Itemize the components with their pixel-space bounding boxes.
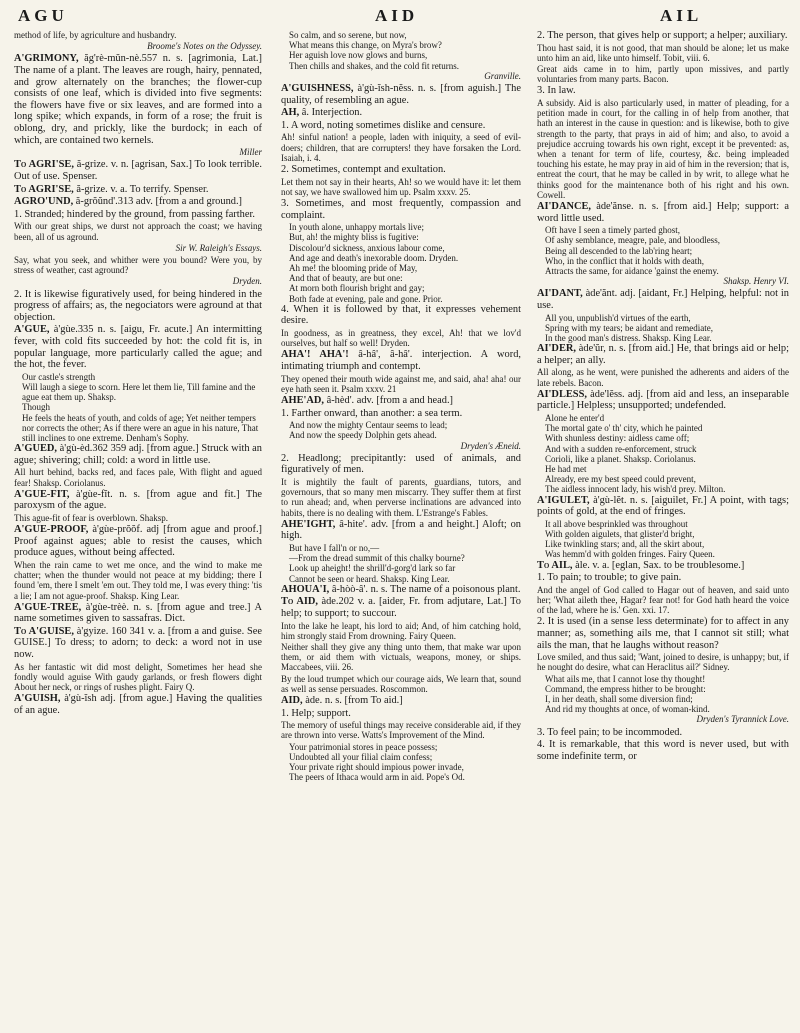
entry-text: This ague-fit of fear is overblown. Shaksp. [14, 512, 168, 523]
entry-paragraph [281, 596, 521, 619]
quotation [281, 621, 521, 641]
entry-text: à'gùe-fĭt. n. s. [from ague and fit.] The paroxysm of the ague. [14, 488, 262, 512]
entry-paragraph [14, 184, 262, 196]
entry-text: With golden aigulets, that glister'd bright, [545, 529, 695, 540]
verse-line [289, 61, 521, 71]
verse-line [545, 444, 789, 454]
entry-text: What ails me, that I cannot lose thy thought! [545, 673, 706, 684]
citation [14, 243, 262, 253]
verse-line [289, 563, 521, 573]
entry-paragraph [281, 519, 521, 542]
entry-text: He feels the heats of youth, and colds of age; Yet neither tempers nor corrects the other; As if there were an ague in his nature, That still inclines to one extreme. Denham's Sophy. [22, 412, 259, 443]
headword: To A'GUISE, [14, 625, 74, 637]
verse-line [289, 283, 521, 293]
entry-text: â-hèd'. adv. [from a and head.] [324, 395, 454, 406]
entry-text: The mortal gate o' th' city, which he painted [545, 423, 703, 434]
verse-line [545, 694, 789, 704]
entry-text: àle. v. a. [eglan, Sax. to be troublesome.] [572, 559, 745, 571]
verse-line [545, 235, 789, 245]
entry-text: Her aguish love now glows and burns, [289, 50, 428, 61]
entry-paragraph [14, 289, 262, 324]
verse-line [22, 382, 262, 402]
quotation [281, 674, 521, 694]
entry-text: He had met [545, 464, 587, 475]
entry-text: And age and death's inexorable doom. Dryden. [289, 252, 459, 263]
entry-text: àde.202 v. a. [aider, Fr. from adjutare, Lat.] To help; to support; to succour. [281, 596, 521, 619]
entry-text: And now the mighty Centaur seems to lead; [289, 420, 448, 431]
entry-text: à'gù-èd.362 359 adj. [from ague.] Struck with an ague; shivering; chill; cold: a word in little use. [14, 443, 262, 466]
entry-text: 1. A word, noting sometimes dislike and censure. [281, 119, 486, 131]
entry-text: What means this change, on Myra's brow? [289, 40, 442, 51]
quotation [14, 662, 262, 693]
entry-paragraph [537, 343, 789, 366]
entry-paragraph [281, 395, 521, 407]
quotation [537, 98, 789, 200]
headword: AGRO'UND, [14, 196, 74, 208]
entry-text: When the rain came to wet me once, and the wind to make me chatter; when the thunder would not peace at my bidding; there I found 'em, there I smelt 'em out. They told me, I was every thing: 'tis a lie; I am not ague-proof. Shaksp. King Lear. [14, 559, 262, 601]
headword: A'GUISH, [14, 693, 61, 705]
entry-text: Alone he enter'd [545, 413, 605, 424]
entry-text: 1. Help; support. [281, 707, 351, 719]
entry-text: In youth alone, unhappy mortals live; [289, 222, 424, 233]
entry-text: ă-grŏŭnd'.313 adv. [from a and ground.] [73, 196, 243, 208]
entry-text: Look up aheight! the shrill'd-gorg'd lark so far [289, 563, 456, 574]
verse-line [545, 684, 789, 694]
entry-text: àde'lĕss. adj. [from aid and less, an inseparable particle.] Helpless; unsupported; undefended. [537, 388, 789, 412]
entry-text: 3. To feel pain; to be incommoded. [537, 726, 683, 738]
quotation [537, 585, 789, 616]
quotation [537, 43, 789, 63]
entry-text: Like twinkling stars; and, all the skirt about, [545, 539, 705, 550]
entry-text: method of life, by agriculture and husbandry. [14, 30, 177, 40]
verse-line [545, 474, 789, 484]
entry-text: The peers of Ithaca would arm in aid. Pope's Od. [289, 772, 465, 783]
headword: AHA'! AHA'! [281, 349, 349, 361]
entry-text: So calm, and so serene, but now, [289, 30, 407, 40]
citation [14, 147, 262, 157]
entry-text: All you, unpublish'd virtues of the earth, [545, 312, 691, 323]
entry-text: à'gù-ĭsh-nĕss. n. s. [from aguish.] The quality, of resembling an ague. [281, 83, 521, 106]
verse-line [289, 50, 521, 60]
page-header [0, 6, 800, 26]
entry-text: Spring with my tears; be aidant and remediate, [545, 322, 713, 333]
headword: A'GUE, [14, 324, 50, 336]
entry-text: And the angel of God called to Hagar out of heaven, and said unto her; 'What aileth thee, Hagar? fear not! for God hath heard the voice of the lad, where he is.' Gen. xxi. 17. [537, 584, 789, 616]
entry-paragraph [14, 524, 262, 559]
verse-line [545, 539, 789, 549]
headword: AI'DANT, [537, 288, 583, 300]
headword: AID, [281, 695, 303, 706]
entry-paragraph [537, 560, 789, 572]
headword: A'GUE-TREE, [14, 601, 82, 613]
entry-paragraph [281, 164, 521, 176]
entry-paragraph [537, 495, 789, 518]
verse-line [289, 273, 521, 283]
entry-paragraph [14, 602, 262, 625]
entry-text: Broome's Notes on the Odyssey. [147, 41, 262, 52]
entry-text: Being all descended to the lab'ring heart; [545, 245, 693, 256]
headword: A'GRIMONY, [14, 53, 79, 65]
verse-line [289, 762, 521, 772]
entry-text: Sir W. Raleigh's Essays. [175, 242, 262, 253]
entry-text: Will laugh a siege to scorn. Here let them lie, Till famine and the ague eat them up. Shaksp. [22, 381, 256, 403]
entry-paragraph [537, 288, 789, 311]
citation [14, 276, 262, 286]
entry-text: 2. It is used (in a sense less determinate) for to affect in any manner; as, something ails me, that I cannot sit still; what ails the man, that he laughs without reason? [537, 616, 789, 651]
entry-text: Though [22, 402, 50, 413]
headword: To AGRI'SE, [14, 183, 74, 195]
entry-text: 2. The person, that gives help or support; a helper; auxiliary. [537, 30, 788, 41]
entry-text: 2. Sometimes, contempt and exultation. [281, 164, 446, 175]
verse-line [545, 423, 789, 433]
entry-text: —From the dread summit of this chalky bourne? [289, 553, 465, 564]
entry-text: I, in her death, shall some diversion find; [545, 694, 693, 705]
quotation [14, 467, 262, 487]
entry-text: Then chills and shakes, and the cold fit returns. [289, 60, 459, 71]
verse-line [545, 413, 789, 423]
headword: A'GUE-PROOF, [14, 524, 89, 536]
entry-paragraph [14, 693, 262, 716]
verse-line [545, 313, 789, 323]
entry-text: ăg'rè-mŭn-nè.557 n. s. [agrimonia, Lat.] The name of a plant. The leaves are rough, hairy, pennated, and grow alternately on the branches; the flower-cup consists of one leaf, which is divided into five segments: the flowers have five or six leaves, and are formed into a long spike; which expands, in form of a rose; the fruit is oblong, dry, and prickly, like the burdock; in each of which, are contained two kernels. [14, 53, 262, 146]
entry-paragraph [537, 616, 789, 651]
verse-line [545, 433, 789, 443]
entry-paragraph [14, 489, 262, 512]
entry-text: à'gùe.335 n. s. [aigu, Fr. acute.] An intermitting fever, with cold fits succeeded by hot: the cold fit is, in popular language, more particularly called the ague; and the hot, the fever. [14, 324, 262, 371]
entry-text: Corioli, like a planet. Shaksp. Coriolanus. [545, 453, 696, 464]
entry-text: With shunless destiny: aidless came off; [545, 433, 690, 444]
verse-line [289, 30, 521, 40]
entry-text: 3. Sometimes, and most frequently, compassion and complaint. [281, 198, 521, 221]
headword: AHE'AD, [281, 395, 325, 406]
entry-text: Our castle's strength [22, 371, 96, 382]
entry-text: àde. n. s. [from To aid.] [302, 695, 403, 706]
entry-text: Say, what you seek, and whither were you bound? Were you, by stress of weather, cast aground? [14, 254, 262, 276]
entry-text: àde'ănse. n. s. [from aid.] Help; support: a word little used. [537, 201, 789, 224]
entry-paragraph [14, 159, 262, 182]
quotation [14, 513, 262, 523]
headword: To AIL, [537, 559, 573, 571]
verse-line [289, 752, 521, 762]
verse-line [545, 454, 789, 464]
entry-paragraph [14, 324, 262, 370]
column-right [537, 30, 789, 1025]
entry-text: Your patrimonial stores in peace possess; [289, 741, 438, 752]
entry-text: Both fade at evening, pale and gone. Prior. [289, 293, 443, 304]
entry-text: Thou hast said, it is not good, that man should be alone; let us make unto him an aid, like unto himself. Tobit, viii. 6. [537, 42, 789, 63]
entry-text: 1. Stranded; hindered by the ground, from passing farther. [14, 208, 255, 220]
headword: AI'DANCE, [537, 201, 591, 213]
entry-paragraph [281, 120, 521, 132]
verse-line [289, 742, 521, 752]
entry-paragraph [537, 85, 789, 97]
entry-text: â-hite'. adv. [from a and height.] Aloft; on high. [281, 518, 521, 542]
quotation [14, 221, 262, 241]
entry-text: Already, ere my best speed could prevent, [545, 474, 696, 485]
verse-line [289, 543, 521, 553]
entry-text: They opened their mouth wide against me, and said, aha! aha! our eye hath seen it. Psalm xxxv. 21 [281, 373, 521, 394]
quotation [281, 177, 521, 197]
verse-line [545, 519, 789, 529]
entry-text: The memory of useful things may receive considerable aid, if they are thrown into verse. Watts's Improvement of the Mind. [281, 720, 521, 741]
citation [537, 276, 789, 286]
running-head-left: AGU [18, 6, 68, 25]
entry-paragraph [537, 201, 789, 224]
headword: To AGRI'SE, [14, 159, 74, 171]
running-head-right: AIL [660, 6, 703, 25]
quotation [537, 367, 789, 387]
entry-text: 2. Headlong; precipitantly: used of animals, and figuratively of men. [281, 452, 521, 476]
entry-text: Miller [239, 147, 262, 158]
entry-paragraph [537, 727, 789, 739]
entry-text: Ah me! the blooming pride of May, [289, 263, 418, 273]
verse-line [545, 549, 789, 559]
entry-text: Attracts the same, for aidance 'gainst the enemy. [545, 266, 719, 277]
verse-line [545, 225, 789, 235]
verse-line [22, 413, 262, 444]
verse-line [289, 40, 521, 50]
entry-paragraph [281, 107, 521, 119]
entry-paragraph [14, 196, 262, 208]
headword: AI'DER, [537, 343, 576, 355]
headword: A'IGULET, [537, 494, 590, 506]
verse-line [289, 420, 521, 430]
entry-paragraph [281, 83, 521, 106]
entry-text: 1. Farther onward, than another: a sea term. [281, 407, 463, 419]
verse-line [545, 484, 789, 494]
verse-line [289, 243, 521, 253]
entry-text: By the loud trumpet which our courage aids, We learn that, sound as well as sense persuades. Roscommon. [281, 673, 521, 694]
entry-paragraph [281, 708, 521, 720]
entry-text: A subsidy. Aid is also particularly used, in matter of pleading, for a petition made in court, for the calling in of help from another, that hath an interest in the cause in question: and is likewise, both to give strength to the party, that prays in aid of him; and also, to avoid a prejudice accruing towards his own right, except it be prevented: as, when a tenant for term of life, courtesy, &c. being impleaded touching his estate, he may pray in aid of him in the reversion; that is, entreat the court, that he may be called in by writ, to allege what he thinks good for the maintenance both of his right and his own. Cowell. [537, 98, 789, 200]
entry-text: Neither shall they give any thing unto them, that make war upon them, or aid them with victuals, weapons, money, or ships. Maccabees, viii. 26. [281, 641, 521, 673]
entry-text: 1. To pain; to trouble; to give pain. [537, 572, 682, 584]
quotation [281, 477, 521, 518]
entry-text: â. Interjection. [299, 107, 363, 119]
entry-paragraph [281, 695, 521, 707]
entry-text: Granville. [484, 70, 521, 81]
quotation [281, 132, 521, 163]
entry-text: Of ashy semblance, meagre, pale, and bloodless, [545, 235, 720, 246]
entry-text: â-hòò-â'. n. s. The name of a poisonous plant. [329, 583, 521, 595]
quotation [281, 374, 521, 394]
entry-text: Shaksp. Henry VI. [723, 276, 789, 287]
entry-text: But, ah! the mighty bliss is fugitive: [289, 232, 419, 243]
entry-paragraph [281, 584, 521, 596]
entry-text: Oft have I seen a timely parted ghost, [545, 225, 680, 236]
quotation [14, 30, 262, 40]
entry-text: Dryden. [232, 276, 262, 287]
entry-text: Who, in the conflict that it holds with death, [545, 255, 704, 266]
quotation [281, 328, 521, 348]
entry-text: And that of beauty, are but one: [289, 273, 403, 284]
headword: AHOUA'I, [281, 583, 330, 595]
entry-text: As her fantastic wit did most delight, Sometimes her head she fondly would aguise With gaudy garlands, or fresh flowers dight About her neck, or rings of rushes plight. Fairy Q. [14, 661, 262, 693]
entry-text: It all above besprinkled was throughout [545, 518, 688, 529]
quotation [281, 720, 521, 740]
entry-text: Dryden's Tyrannick Love. [696, 714, 789, 725]
verse-line [289, 430, 521, 440]
entry-text: Into the lake he leapt, his lord to aid; And, of him catching hold, him strongly staid From drowning. Fairy Queen. [281, 620, 521, 641]
entry-text: Let them not say in their hearts, Ah! so we would have it: let them not say, we have swallowed him up. Psalm xxxv. 25. [281, 176, 521, 197]
verse-line [289, 232, 521, 242]
entry-text: Your private right should impious power invade, [289, 762, 464, 772]
entry-text: à'gùe-prŏŏf. adj [from ague and proof.] Proof against agues; able to resist the causes, which produce agues, without being affected. [14, 524, 262, 559]
verse-line [545, 704, 789, 714]
entry-text: Ah! sinful nation! a people, laden with iniquity, a seed of evil-doers; children, that are corrupters! they have forsaken the Lord. Isaiah, i. 4. [281, 132, 521, 163]
entry-paragraph [14, 209, 262, 221]
entry-text: ă-grize. v. n. [agrisan, Sax.] To look terrible. Out of use. Spenser. [14, 159, 262, 182]
verse-line [289, 574, 521, 584]
entry-text: All along, as he went, were punished the adherents and aiders of the late rebels. Bacon. [537, 367, 789, 388]
headword: A'GUISHNESS, [281, 83, 354, 95]
entry-paragraph [281, 349, 521, 372]
entry-text: Discolour'd sickness, anxious labour come, [289, 242, 445, 253]
verse-line [545, 266, 789, 276]
entry-text: Dryden's Æneid. [460, 440, 521, 451]
entry-text: It is mightily the fault of parents, guardians, tutors, and governours, that so many men miscarry. They suffer them at first to run ahead; and, when perverse inclinations are advanced into habits, there is no dealing with them. L'Estrange's Fables. [281, 476, 521, 518]
entry-text: And with a sudden re-enforcement, struck [545, 443, 697, 454]
entry-text: à'gyize. 160 341 v. a. [from a and guise. See GUISE.] To dress; to adorn; to deck: a word not in use now. [14, 625, 262, 661]
entry-paragraph [281, 453, 521, 476]
entry-paragraph [281, 304, 521, 327]
headword: AHE'IGHT, [281, 518, 336, 530]
entry-paragraph [537, 739, 789, 762]
entry-text: â-hâ', â-hâ'. interjection. A word, intimating triumph and contempt. [281, 349, 521, 372]
entry-text: And now the speedy Dolphin gets ahead. [289, 430, 437, 441]
running-head-center: AID [375, 6, 419, 25]
entry-paragraph [537, 30, 789, 42]
verse-line [289, 222, 521, 232]
quotation [537, 652, 789, 672]
entry-text: With our great ships, we durst not approach the coast; we having been, all of us aground. [14, 221, 262, 242]
headword: To AID, [281, 596, 318, 608]
verse-line [289, 772, 521, 782]
quotation [281, 642, 521, 673]
headword: A'GUED, [14, 443, 58, 455]
verse-line [545, 246, 789, 256]
entry-text: Command, the empress hither to be brought: [545, 683, 706, 694]
entry-text: 4. It is remarkable, that this word is never used, but with some indefinite term, or [537, 739, 789, 762]
headword: AH, [281, 107, 300, 119]
verse-line [289, 263, 521, 273]
citation [537, 714, 789, 724]
entry-text: At morn both flourish bright and gay; [289, 283, 425, 294]
entry-paragraph [14, 626, 262, 661]
verse-line [289, 553, 521, 563]
column-left [14, 30, 262, 1025]
entry-text: àde'ŭr, n. s. [from aid.] He, that brings aid or help; a helper; an ally. [537, 343, 789, 366]
verse-line [545, 529, 789, 539]
verse-line [22, 372, 262, 382]
entry-text: 2. It is likewise figuratively used, for being hindered in the progress of affairs; as, the negociators were aground at that objection. [14, 288, 262, 323]
verse-line [545, 333, 789, 343]
entry-text: But have I fall'n or no,— [289, 542, 380, 553]
entry-paragraph [537, 389, 789, 412]
entry-text: Undoubted all your filial claim confess; [289, 751, 433, 762]
verse-line [545, 323, 789, 333]
entry-text: In the good man's distress. Shaksp. King Lear. [545, 333, 712, 344]
quotation [537, 64, 789, 84]
entry-text: All hurt behind, backs red, and faces pale, With flight and agued fear! Shaksp. Coriolanus. [14, 467, 262, 488]
citation [281, 441, 521, 451]
entry-text: Cannot be seen or heard. Shaksp. King Lear. [289, 573, 450, 584]
entry-text: Great aids came in to him, partly upon missives, and partly voluntaries from many parts. Bacon. [537, 64, 789, 85]
entry-paragraph [281, 198, 521, 221]
entry-text: 4. When it is followed by that, it expresses vehement desire. [281, 303, 521, 327]
headword: AI'DLESS, [537, 388, 587, 400]
entry-text: In goodness, as in greatness, they excel, Ah! that we lov'd ourselves, but half so well! Dryden. [281, 328, 521, 349]
entry-text: Love smiled, and thus said; 'Want, joined to desire, is unhappy; but, if he nought do desire, what can Heraclitus ail?' Sidney. [537, 652, 789, 673]
verse-line [545, 674, 789, 684]
verse-line [545, 256, 789, 266]
verse-line [22, 402, 262, 412]
quotation [14, 255, 262, 275]
entry-text: à'gù-lĕt. n. s. [aiguilet, Fr.] A point, with tags; points of gold, at the end of fringes. [537, 494, 789, 518]
entry-text: And rid my thoughts at once, of woman-kind. [545, 704, 710, 715]
entry-text: 3. In law. [537, 85, 576, 97]
entry-paragraph [14, 53, 262, 146]
entry-paragraph [281, 408, 521, 420]
entry-text: àde'ănt. adj. [aidant, Fr.] Helping, helpful: not in use. [537, 288, 789, 312]
citation [14, 41, 262, 51]
quotation [14, 560, 262, 601]
entry-text: The aidless innocent lady, his wish'd prey. Milton. [545, 484, 726, 495]
entry-text: à'gù-ĭsh adj. [from ague.] Having the qualities of an ague. [14, 693, 262, 716]
verse-line [545, 464, 789, 474]
verse-line [289, 294, 521, 304]
entry-text: à'gùe-trèè. n. s. [from ague and tree.] A name sometimes given to sassafras. Dict. [14, 601, 262, 625]
entry-paragraph [14, 443, 262, 466]
entry-text: Was hemm'd with golden fringes. Fairy Queen. [545, 549, 715, 560]
entry-text: ă-grize. v. a. To terrify. Spenser. [73, 183, 209, 195]
headword: A'GUE-FIT, [14, 488, 70, 500]
verse-line [289, 253, 521, 263]
entry-paragraph [537, 572, 789, 584]
citation [281, 71, 521, 81]
column-middle [281, 30, 521, 1025]
